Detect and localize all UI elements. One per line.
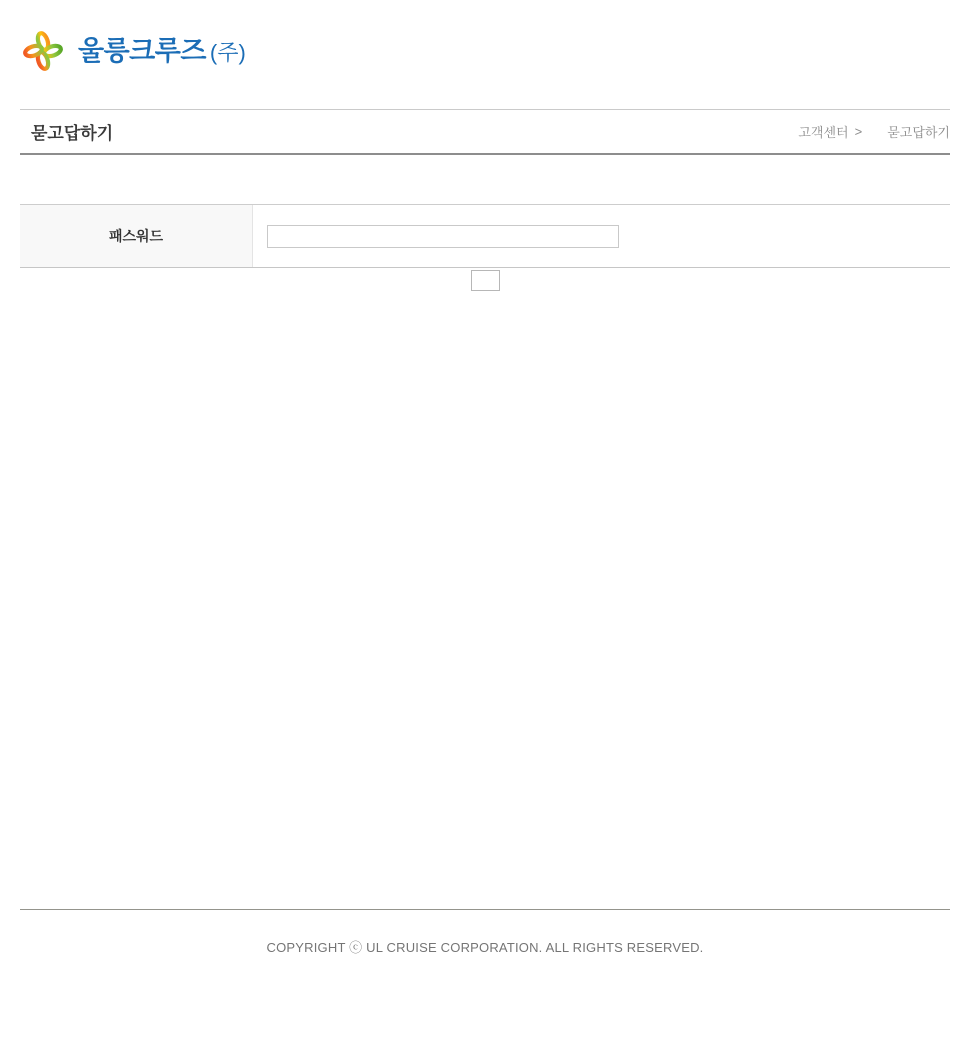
page-container: [20, 0, 950, 956]
header: [20, 0, 950, 74]
password-label: 패스워드: [108, 228, 164, 244]
password-label-cell: [20, 205, 253, 267]
logo-company-name: 울릉크루즈: [78, 36, 206, 66]
button-row: [20, 270, 950, 291]
breadcrumb-separator-chevron: >: [854, 124, 863, 139]
page-title: 묻고답하기: [31, 124, 114, 143]
confirm-button[interactable]: [471, 270, 500, 291]
breadcrumb-parent[interactable]: 고객센터: [798, 125, 849, 140]
copyright-text: COPYRIGHT ⓒ UL CRUISE CORPORATION. ALL RIGHTS RESERVED.: [266, 940, 704, 955]
footer: [20, 909, 950, 956]
pinwheel-flower-icon: [20, 28, 66, 74]
password-input[interactable]: [267, 225, 619, 248]
password-value-cell: [253, 205, 950, 267]
breadcrumb-current[interactable]: 묻고답하기: [887, 125, 950, 140]
password-table: [20, 204, 950, 268]
logo-company-suffix: (주): [209, 39, 246, 65]
logo[interactable]: [20, 28, 246, 74]
title-bar: [20, 109, 950, 155]
breadcrumb: [798, 122, 950, 141]
